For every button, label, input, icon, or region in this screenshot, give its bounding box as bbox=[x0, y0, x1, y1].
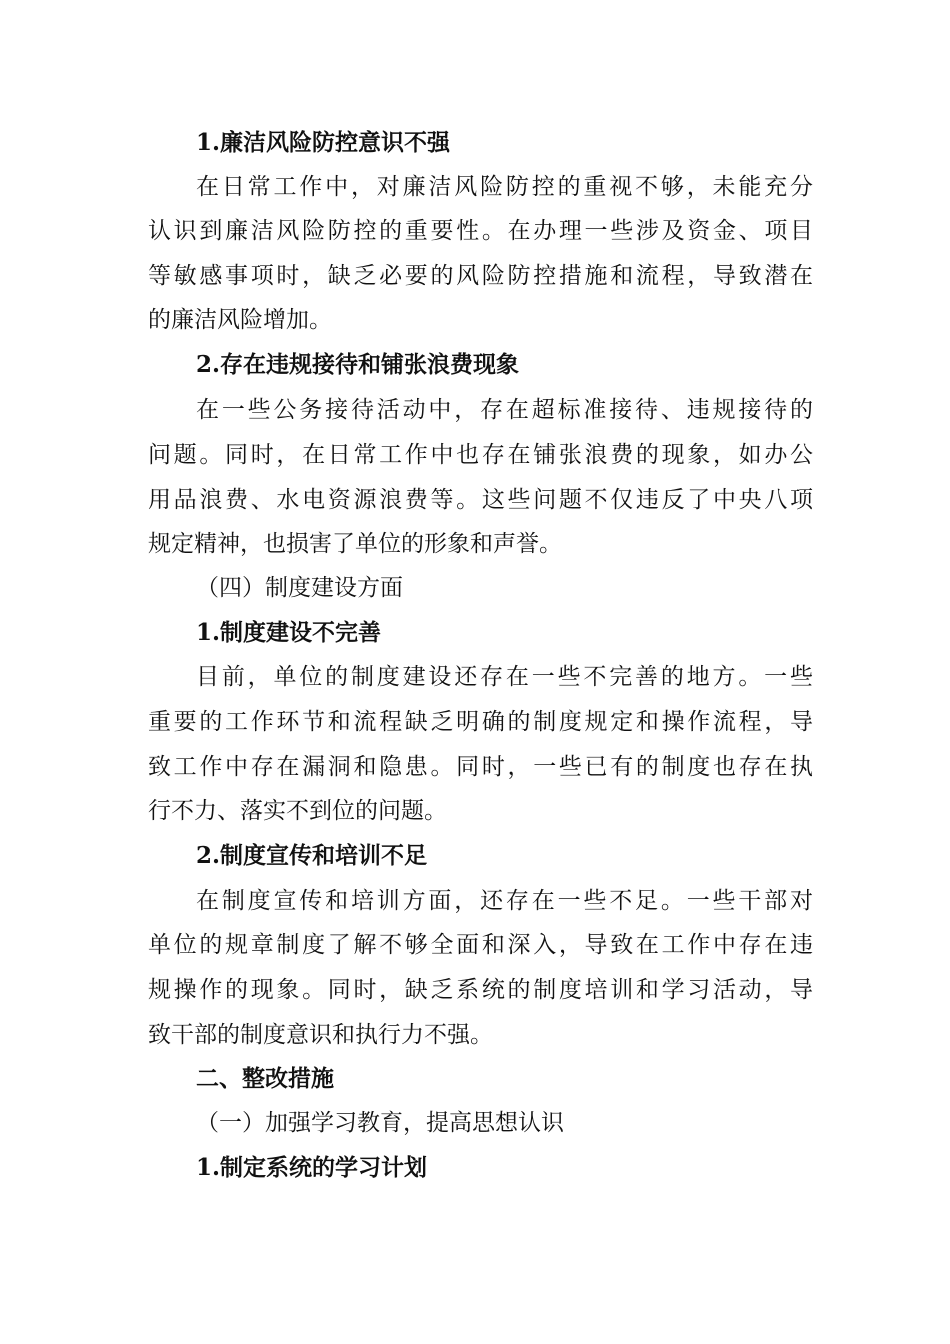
paragraph-line: 致工作中存在漏洞和隐患。同时，一些已有的制度也存在执 bbox=[148, 754, 813, 780]
paragraph-line: 规定精神，也损害了单位的形象和声誉。 bbox=[148, 531, 562, 557]
heading-integrity-risk-awareness: 1.廉洁风险防控意识不强 bbox=[196, 129, 451, 156]
heading-reception-waste: 2.存在违规接待和铺张浪费现象 bbox=[196, 351, 520, 378]
paragraph-line: 等敏感事项时，缺乏必要的风险防控措施和流程，导致潜在 bbox=[148, 263, 813, 289]
paragraph-line: 的廉洁风险增加。 bbox=[148, 307, 332, 333]
heading-study-plan: 1.制定系统的学习计划 bbox=[196, 1154, 428, 1181]
section-heading-study-education: （一）加强学习教育，提高思想认识 bbox=[196, 1110, 564, 1136]
section-heading-institution-building: （四）制度建设方面 bbox=[196, 575, 403, 601]
paragraph-line: 行不力、落实不到位的问题。 bbox=[148, 798, 447, 824]
paragraph-line: 用品浪费、水电资源浪费等。这些问题不仅违反了中央八项 bbox=[148, 487, 813, 513]
paragraph-line: 问题。同时，在日常工作中也存在铺张浪费的现象，如办公 bbox=[148, 442, 813, 468]
paragraph-line: 认识到廉洁风险防控的重要性。在办理一些涉及资金、项目 bbox=[148, 218, 813, 244]
paragraph-line: 在一些公务接待活动中，存在超标准接待、违规接待的 bbox=[196, 397, 813, 423]
paragraph-line: 在制度宣传和培训方面，还存在一些不足。一些干部对 bbox=[196, 888, 813, 914]
heading-training-insufficient: 2.制度宣传和培训不足 bbox=[196, 842, 428, 869]
paragraph-line: 重要的工作环节和流程缺乏明确的制度规定和操作流程，导 bbox=[148, 709, 813, 735]
paragraph-line: 单位的规章制度了解不够全面和深入，导致在工作中存在违 bbox=[148, 932, 813, 958]
heading-rectification-measures: 二、整改措施 bbox=[196, 1065, 334, 1092]
paragraph-line: 在日常工作中，对廉洁风险防控的重视不够，未能充分 bbox=[196, 174, 813, 200]
paragraph-line: 规操作的现象。同时，缺乏系统的制度培训和学习活动，导 bbox=[148, 977, 813, 1003]
heading-institution-incomplete: 1.制度建设不完善 bbox=[196, 619, 382, 646]
paragraph-line: 目前，单位的制度建设还存在一些不完善的地方。一些 bbox=[196, 664, 813, 690]
paragraph-line: 致干部的制度意识和执行力不强。 bbox=[148, 1022, 493, 1048]
